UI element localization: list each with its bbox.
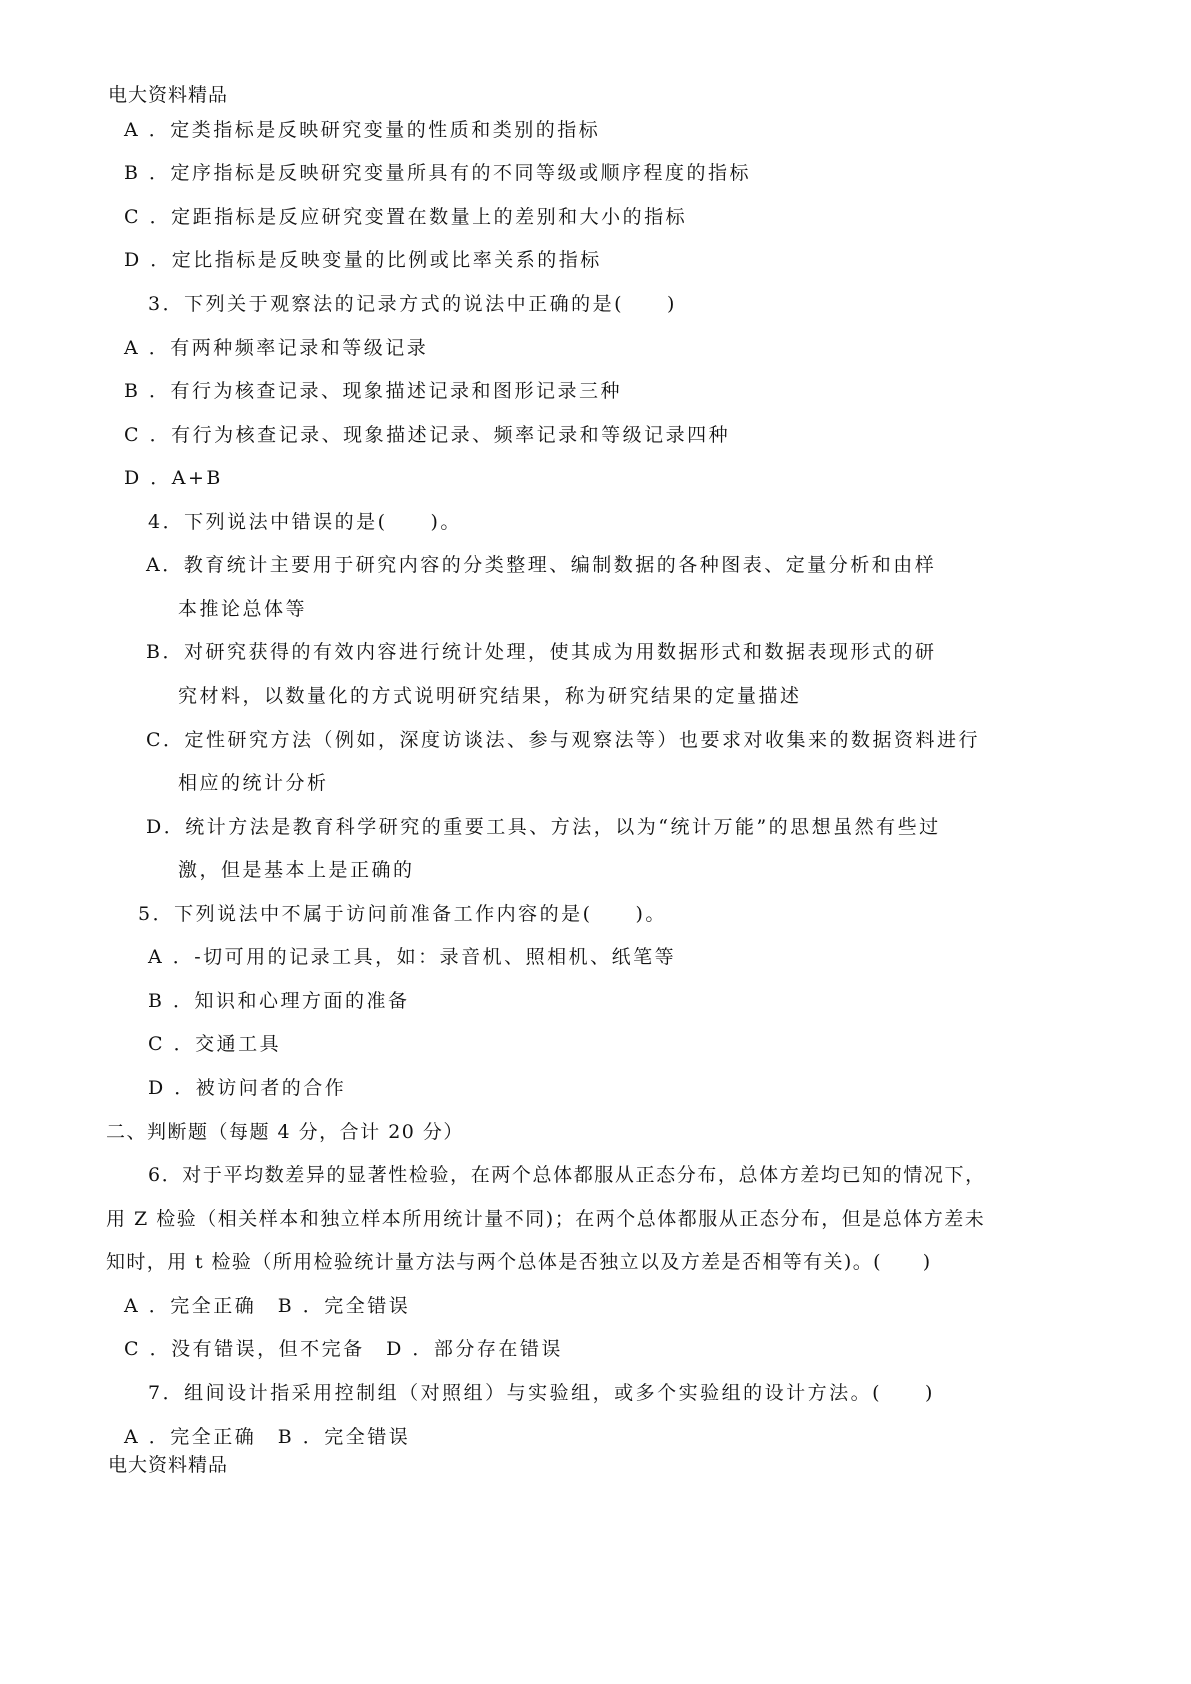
q3-option-c: C ．有行为核查记录、现象描述记录、频率记录和等级记录四种 (124, 424, 731, 446)
q4-option-b: B．对研究获得的有效内容进行统计处理，使其成为用数据形式和数据表现形式的研 (146, 641, 937, 663)
q3-option-d: D ．A+B (124, 467, 223, 489)
q2-option-a: A ．定类指标是反映研究变量的性质和类别的指标 (124, 119, 601, 141)
q4-option-c-cont: 相应的统计分析 (178, 772, 329, 794)
q7-options-ab: A ．完全正确 B ．完全错误 (124, 1426, 411, 1448)
q5-option-a: A ．-切可用的记录工具，如：录音机、照相机、纸笔等 (148, 946, 677, 968)
q4-option-a: A．教育统计主要用于研究内容的分类整理、编制数据的各种图表、定量分析和由样 (146, 554, 937, 576)
q2-option-d: D ．定比指标是反映变量的比例或比率关系的指标 (124, 249, 602, 271)
q4-option-c: C．定性研究方法（例如，深度访谈法、参与观察法等）也要求对收集来的数据资料进行 (146, 729, 981, 751)
section-2-title: 二、判断题（每题 4 分，合计 20 分） (106, 1121, 464, 1143)
q2-option-b: B ．定序指标是反映研究变量所具有的不同等级或顺序程度的指标 (124, 162, 752, 184)
q6-line-3: 知时，用 t 检验（所用检验统计量方法与两个总体是否独立以及方差是否相等有关)。( ) (106, 1251, 932, 1273)
q3-stem: 3．下列关于观察法的记录方式的说法中正确的是( ) (148, 293, 677, 315)
page-footer: 电大资料精品 (108, 1454, 229, 1476)
q2-option-c: C ．定距指标是反应研究变置在数量上的差别和大小的指标 (124, 206, 688, 228)
q3-option-b: B ．有行为核查记录、现象描述记录和图形记录三种 (124, 380, 623, 402)
q4-option-d: D．统计方法是教育科学研究的重要工具、方法，以为“统计万能”的思想虽然有些过 (146, 816, 941, 838)
q5-option-d: D ．被访问者的合作 (148, 1077, 347, 1099)
page-header: 电大资料精品 (108, 84, 229, 106)
q7-stem: 7．组间设计指采用控制组（对照组）与实验组，或多个实验组的设计方法。( ) (148, 1382, 935, 1404)
q4-option-b-cont: 究材料，以数量化的方式说明研究结果，称为研究结果的定量描述 (178, 685, 802, 707)
q5-option-b: B ．知识和心理方面的准备 (148, 990, 410, 1012)
q3-option-a: A ．有两种频率记录和等级记录 (124, 337, 429, 359)
q6-line-2: 用 Z 检验（相关样本和独立样本所用统计量不同)；在两个总体都服从正态分布，但是总体方差未 (106, 1208, 986, 1230)
q5-stem: 5．下列说法中不属于访问前准备工作内容的是( )。 (138, 903, 667, 925)
q4-option-a-cont: 本推论总体等 (178, 598, 308, 620)
q5-option-c: C ．交通工具 (148, 1033, 282, 1055)
q6-options-cd: C ．没有错误，但不完备 D ．部分存在错误 (124, 1338, 563, 1360)
q4-stem: 4．下列说法中错误的是( )。 (148, 511, 462, 533)
q6-line-1: 6．对于平均数差异的显著性检验，在两个总体都服从正态分布，总体方差均已知的情况下， (148, 1164, 986, 1186)
q4-option-d-cont: 激，但是基本上是正确的 (178, 859, 415, 881)
q6-options-ab: A ．完全正确 B ．完全错误 (124, 1295, 411, 1317)
